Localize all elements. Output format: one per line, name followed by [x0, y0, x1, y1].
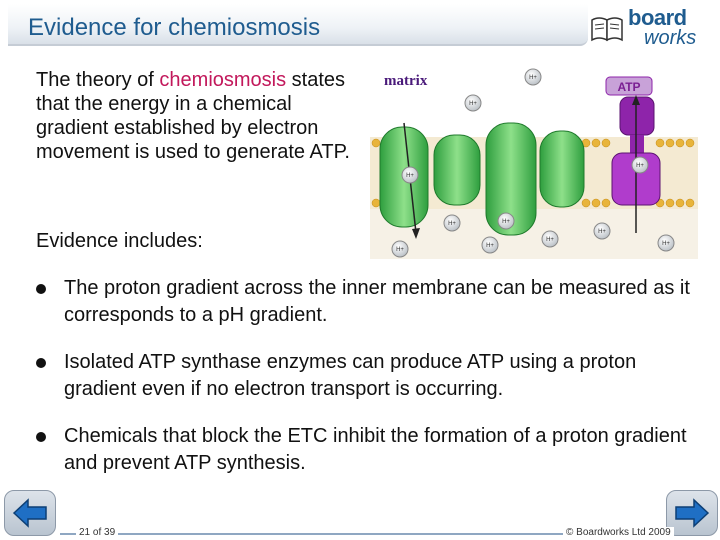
book-icon [590, 16, 624, 42]
svg-text:H+: H+ [662, 241, 670, 247]
svg-text:H+: H+ [406, 173, 414, 179]
page-number: 21 of 39 [76, 527, 118, 538]
svg-text:H+: H+ [469, 101, 477, 107]
intro-highlight-term: chemiosmosis [159, 69, 287, 91]
evidence-item-text: Chemicals that block the ETC inhibit the formation of a proton gradient and prevent ATP synthesis. [64, 425, 687, 474]
slide-title: Evidence for chemiosmosis [28, 14, 321, 41]
evidence-item [36, 275, 696, 329]
svg-text:H+: H+ [502, 219, 510, 225]
svg-text:H+: H+ [546, 237, 554, 243]
bullet-icon [36, 284, 46, 294]
intro-text-start: The theory of [36, 69, 160, 91]
matrix-label: matrix [384, 73, 428, 89]
logo-text-board: board [628, 5, 687, 30]
previous-slide-button[interactable] [4, 490, 56, 536]
intro-text-end: states that the energy in a chemical gradient established by electron movement is used to generate ATP. [36, 69, 350, 163]
copyright-notice: © Boardworks Ltd 2009 [563, 527, 674, 538]
evidence-item [36, 349, 696, 403]
atp-label: ATP [617, 80, 641, 94]
svg-text:H+: H+ [486, 243, 494, 249]
bullet-icon [36, 432, 46, 442]
svg-text:H+: H+ [598, 229, 606, 235]
title-bar [8, 4, 588, 46]
evidence-heading: Evidence includes: [36, 230, 203, 252]
arrow-left-icon [10, 495, 50, 531]
logo-text-works: works [644, 27, 697, 49]
next-slide-button[interactable] [666, 490, 718, 536]
arrow-right-icon [672, 495, 712, 531]
evidence-list [36, 275, 696, 497]
evidence-item-text: The proton gradient across the inner membrane can be measured as it corresponds to a pH gradient. [64, 277, 690, 326]
intro-paragraph [36, 68, 366, 164]
bullet-icon [36, 358, 46, 368]
svg-text:H+: H+ [529, 75, 537, 81]
evidence-item [36, 423, 696, 477]
boardworks-logo [590, 6, 716, 54]
svg-text:H+: H+ [636, 163, 644, 169]
svg-text:H+: H+ [448, 221, 456, 227]
evidence-item-text: Isolated ATP synthase enzymes can produce ATP using a proton gradient even if no electron transport is occurring. [64, 351, 637, 400]
membrane-diagram [370, 63, 698, 259]
svg-text:H+: H+ [396, 247, 404, 253]
